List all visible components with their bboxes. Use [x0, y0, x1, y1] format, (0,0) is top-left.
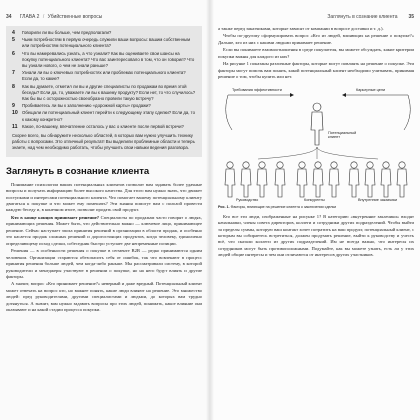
question-text: Что вы намеревались узнать, а что узнали? Как вы оцениваете свои шансы на покупку потенциального клиента? Что вас заинтересовало в том, что он говорил? Что вы узнали нового, о чем не знали раньше?: [22, 50, 195, 69]
body-paragraph: На рисунке 1 показаны различные факторы, которые могут повлиять на решение о покупке. Эти факторы могут помочь вам понять, какой потенциальный клиент необходимо учитывать, принимая решение о том, чтобы купить или нет.: [218, 61, 414, 80]
question-text: Чьим потребностям в первую очередь служили ваши вопросы: вашим собственным или потребностям потенциального клиента?: [22, 37, 191, 49]
question-number: 9: [12, 103, 15, 110]
running-title: Заглянуть в сознание клиента: [327, 14, 398, 20]
question-item: [12, 84, 196, 103]
question-text: Узнали ли вы о ключевых потребностях или проблемах потенциального клиента? Если да, то какие?: [22, 70, 186, 82]
right-page: [210, 0, 420, 420]
figure-label-client: Потенциальный клиент: [328, 130, 357, 139]
page-number: 34: [6, 14, 12, 20]
question-text: Как вы думаете, отметил ли вы и другие специалисты по продажам во время этой беседы? Если да, то, уважаете ли вы к вашему продукту? Если нет, то что случилось? Как бы вы с осторожностью своеобразно провели такую встречу?: [22, 83, 196, 102]
question-item: [12, 110, 196, 122]
question-text: Говорили ли вы больше, чем предполагали?: [22, 30, 112, 35]
left-page-header: 34 ГЛАВА 2 / Убийственные вопросы: [6, 14, 103, 20]
arrow-head: [290, 93, 294, 97]
question-box: [6, 26, 202, 157]
body-paragraph: Решения — в особенности решения о покупке в сегменте B2B — редко принимаются одним человеком. Организации стараются обезопасить себя от ошибок, так что вовлекают в процесс принятия решения больше людей, чем когда-либо раньше. Мы рассматривали систему, в которой руководители и менеджеры участвуют в решении о покупке, но на него будут влиять и другие факторы.: [6, 248, 202, 279]
question-text: Обещали ли потенциальный клиент перейти к следующему этапу сделки? Если да, то к какому конкретно?: [22, 110, 195, 122]
question-item: [12, 30, 196, 36]
question-number: 8: [12, 83, 15, 90]
figure-label-management: Руководство: [236, 197, 259, 202]
book-gutter: [206, 0, 214, 420]
question-item: [12, 37, 196, 49]
question-item: [12, 70, 196, 82]
figure-label-internal: Внутренние заказчики: [358, 197, 398, 202]
figure-influence-diagram: [218, 85, 416, 203]
person-figure-center: [311, 103, 323, 145]
question-item: [12, 51, 196, 70]
question-box-summary: Скорее всего, вы обнаружите несколько областей, в которых вам нужно улучшить технику работы с вопросами. Это отличный результат! Вы выделили проблемные области и теперь знаете, над чем необходимо работать, чтобы улучшить свои навыки ведения разговора.: [12, 133, 195, 151]
question-number: 11: [12, 123, 18, 130]
question-number: 5: [12, 37, 15, 44]
body-paragraph: Если вы понимаете взаимоотношения в среде покупателя, вы можете обсуждать, какие критерии покупки важны для каждого из них?: [218, 47, 414, 59]
arrow-head: [342, 93, 346, 97]
question-number: 10: [12, 110, 18, 117]
question-item: [12, 103, 196, 109]
chapter-label: ГЛАВА 2: [19, 14, 40, 20]
question-number: 6: [12, 50, 15, 57]
connector-line: [258, 147, 317, 159]
figure-caption: Рис. 1. Факторы, влияющие на решение клиента о заключении сделки: [218, 204, 337, 209]
paragraph-lead: Кто в конце концов принимает решение?: [11, 214, 100, 220]
connector-line: [317, 147, 378, 159]
chapter-title: Убийственные вопросы: [47, 14, 103, 20]
body-paragraph: Кто все эти люди, изображенные на рисунке 1? В категорию «внутренние заказчики» входят начальники, члены совета директоров, коллеги и сотрудники других подразделений. Чтобы выйти за пределы суммы, которую ваш контакт хочет потратить на ваш продукт, потенциальный клиент, с которым вы собираетесь встретиться, должен продумать решение, выйти к руководству и учесть всё, что сказали коллеги из других подразделений. Им не всегда важно, что интересы их сотрудников могут быть противоположными. Подумайте, как вы можете узнать, есть ли у этих людей общие интересы и чем они отличаются от интересов других участников.: [218, 213, 414, 258]
person-figures-row: [225, 161, 407, 196]
question-text: Какое, по-вашему, впечатление осталось у вас о клиенте после первой встречи?: [22, 123, 184, 129]
figure-label-efficiency: Требования эффективности: [232, 87, 282, 92]
question-text: Пробиваетесь ли вы к заполнению «дорожной карты» продажи?: [22, 103, 151, 109]
page-number: 35: [408, 14, 414, 20]
bracket-curve: [226, 95, 232, 130]
body-paragraph: А значит, вопрос «Кто принимает решение?» неверный и даже вредный. Потенциальный клиент может отвечать на вопрос кто, но важнее понять, какие люди влияют на решение. Это множество людей: пред руководителями, другими специалистами и людьми, до которых вам трудно дотянуться. А значит, вам нужно задавать вопросы про этих людей, понимать, какое влияние они оказывают и на какой стадии процесса покупки.: [6, 281, 202, 313]
body-paragraph: Кто в конце концов принимает решение? Специалисты по продажам часто говорят о людях, принимающих решения. Может быть, что действительно важно — ключевое лицо, принимающее решение. Сейчас наступает эпоха принятия решений в организации в области продаж, и особенно это касается продаж сложных решений и дорогостоящих продуктов, когда человеку, единолично определяющему исход сделки, собеседник быстро уступает две непременные позиции.: [6, 214, 202, 246]
body-paragraph: а также перед заказчиками, которые зависят от компании в вопросе доставки и т. д.).: [218, 26, 384, 31]
bracket-curve: [404, 95, 410, 130]
question-number: 7: [12, 70, 15, 77]
figure-label-competitors: Конкуренты: [304, 197, 325, 202]
body-paragraph: Чтобы по-другому сформулировать вопрос «Кто из людей, влияющих на решение о покупке?» Дальше, кто из них с какими людьми принимает решение.: [218, 33, 414, 45]
figure-label-career: Карьерные цели: [356, 87, 386, 92]
question-number: 4: [12, 30, 15, 36]
right-page-header: [218, 14, 414, 20]
body-paragraph: Понимание психологии ваших потенциальных клиентов позволит вам задавать более удачные вопросы и получать информацию более высокого качества. Для этого вам нужно знать, что движет поступками и интересами потенциального клиента. Что помогает вашему потенциальному клиенту двигаться к покупке и что может ему помешать? Эти знания помогут вам с пользой провести каждую беседу и, в конечном итоге, позволят продать свой продукт.: [6, 181, 202, 213]
question-item: [12, 124, 196, 130]
figure-illustration: [218, 85, 416, 203]
section-heading: Заглянуть в сознание клиента: [6, 165, 150, 177]
